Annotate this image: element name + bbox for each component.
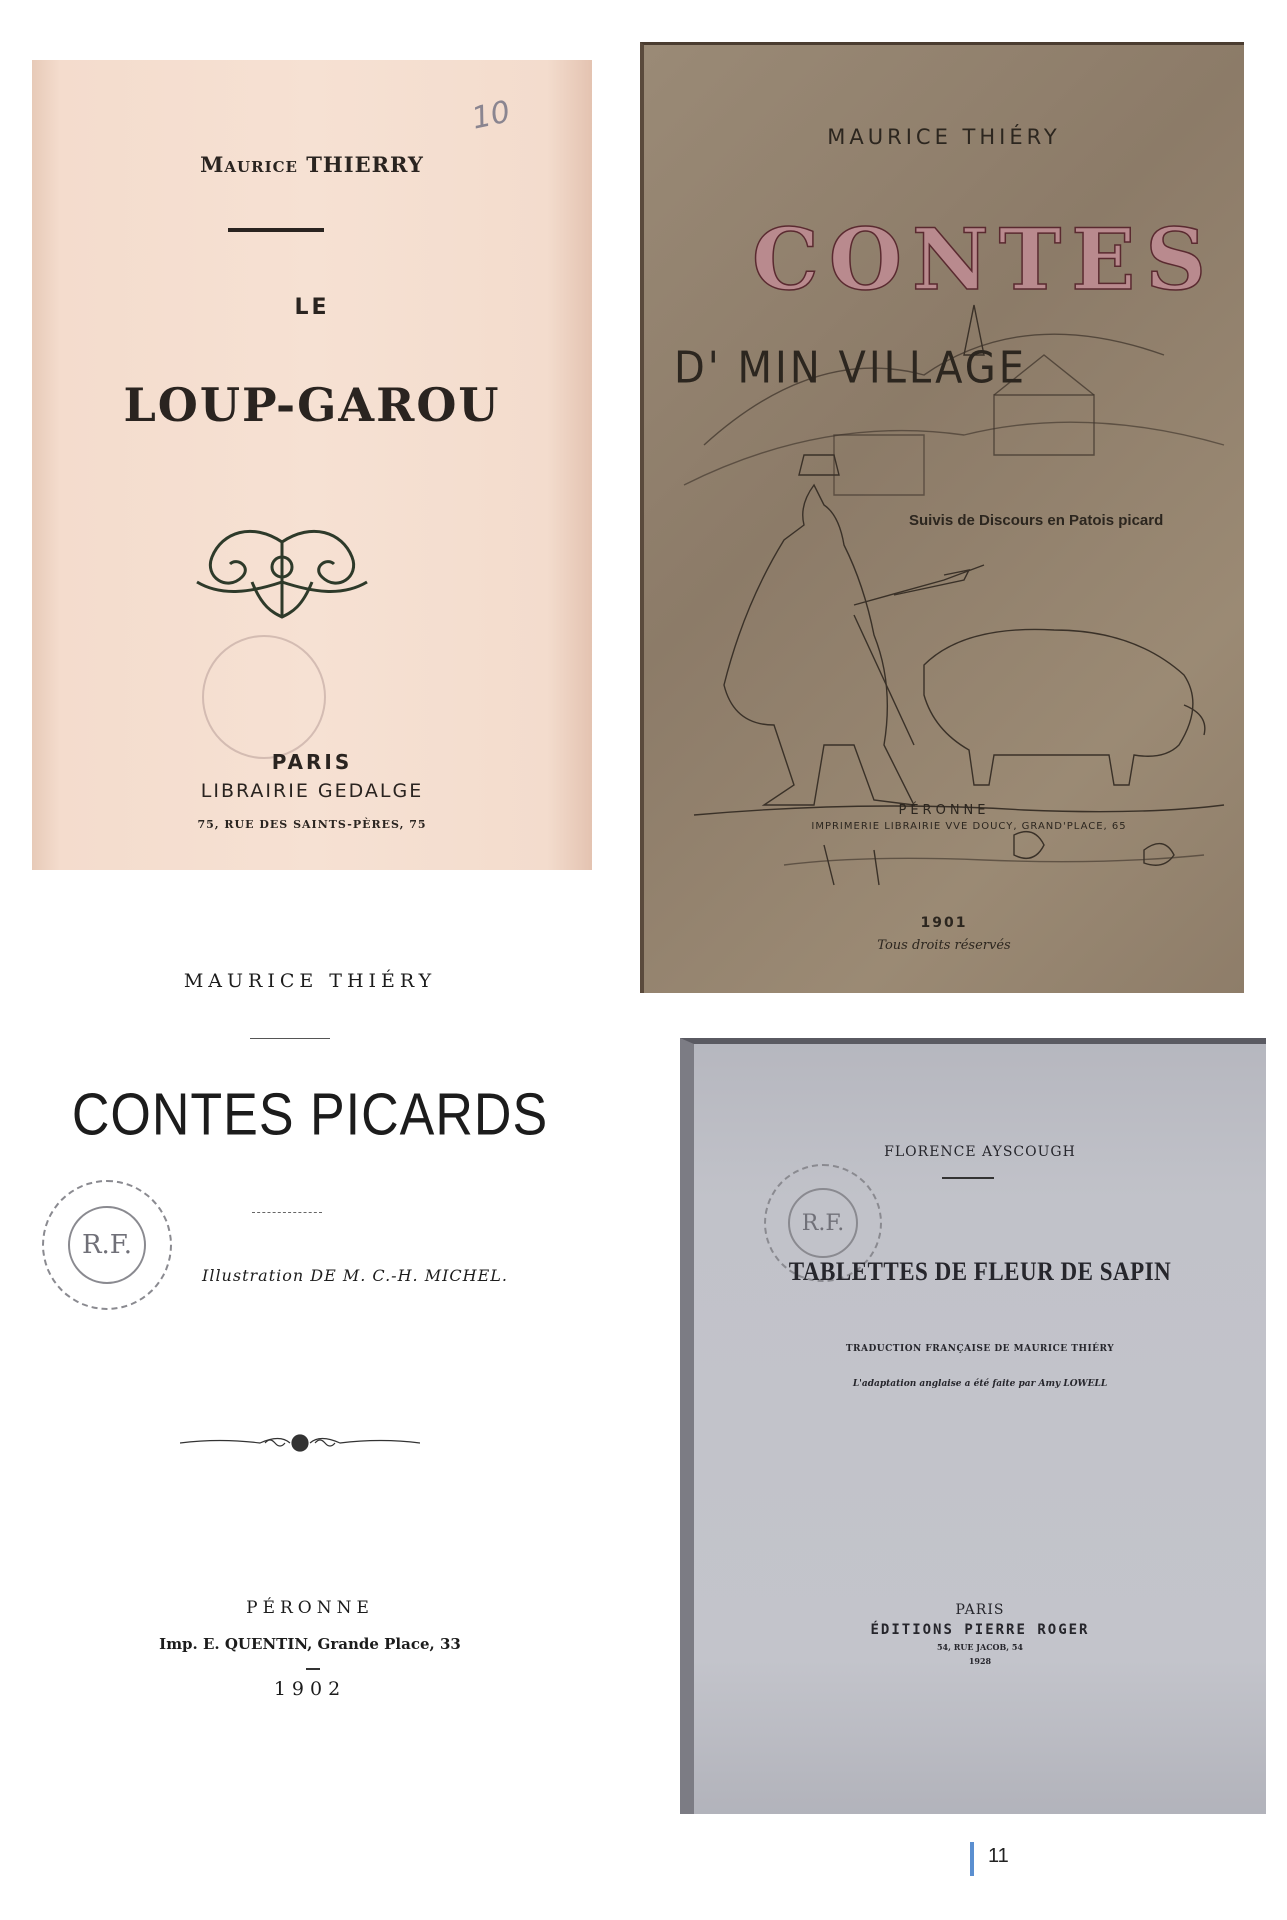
cover-2-author: MAURICE THIÉRY [827,125,1061,149]
cover-1-place: PARIS [271,750,353,774]
ornament-icon [180,1430,420,1456]
cover-3-year: 1902 [273,1678,347,1700]
cover-2-rights: Tous droits réservés [877,938,1011,953]
page-number-bar [970,1842,974,1876]
cover-2-place: PÉRONNE [898,803,990,818]
cover-2-printer: IMPRIMERIE LIBRAIRIE VVE DOUCY, GRAND'PLACE, 65 [811,821,1127,832]
cover-1-title: LOUP-GAROU [123,378,501,432]
cover-3-place: PÉRONNE [246,1598,374,1618]
library-stamp-mark: R.F. [788,1188,858,1258]
cover-4-translation: TRADUCTION FRANÇAISE DE MAURICE THIÉRY [845,1344,1115,1354]
cover-tablettes-de-fleur-de-sapin [680,1038,1266,1814]
cover-2-year: 1901 [920,915,968,931]
cover-4-publisher: ÉDITIONS PIERRE ROGER [870,1622,1090,1638]
cover-3-title: CONTES PICARDS [71,1081,549,1149]
cover-1-address: 75, RUE DES SAINTS-PÈRES, 75 [197,818,427,831]
cover-3-author: MAURICE THIÉRY [183,970,437,992]
library-stamp [42,1180,172,1310]
page-number: 11 [988,1845,1009,1867]
ornament-icon [192,522,372,632]
cover-loup-garou [32,60,592,870]
cover-3-printer: Imp. E. QUENTIN, Grande Place, 33 [159,1635,461,1653]
cover-4-author: FLORENCE AYSCOUGH [884,1144,1076,1160]
cover-4-title: TABLETTES DE FLEUR DE SAPIN [788,1257,1172,1286]
cover-4-place: PARIS [955,1602,1005,1618]
handwritten-note: 10 [468,94,514,137]
cover-2-title: CONTES [751,210,1216,309]
cover-2-tagline: Suivis de Discours en Patois picard [909,512,1164,529]
cover-1-article: LE [294,295,330,320]
library-stamp-mark: R.F. [68,1206,146,1284]
cover-contes-dmin-village [640,42,1244,993]
cover-contes-picards [30,930,590,1730]
cover-4-adaptation: L'adaptation anglaise a été faite par Amy LOWELL [852,1379,1108,1389]
cover-1-publisher: LIBRAIRIE GEDALGE [200,780,424,802]
cover-3-illustration: Illustration DE M. C.-H. MICHEL. [202,1266,508,1285]
cover-1-author: Maurice THIERRY [200,152,424,177]
cover-4-address: 54, RUE JACOB, 54 [936,1642,1023,1652]
cover-2-subtitle: D' MIN VILLAGE [674,342,1028,394]
cover-4-year: 1928 [968,1656,992,1666]
faint-library-stamp [202,635,326,759]
